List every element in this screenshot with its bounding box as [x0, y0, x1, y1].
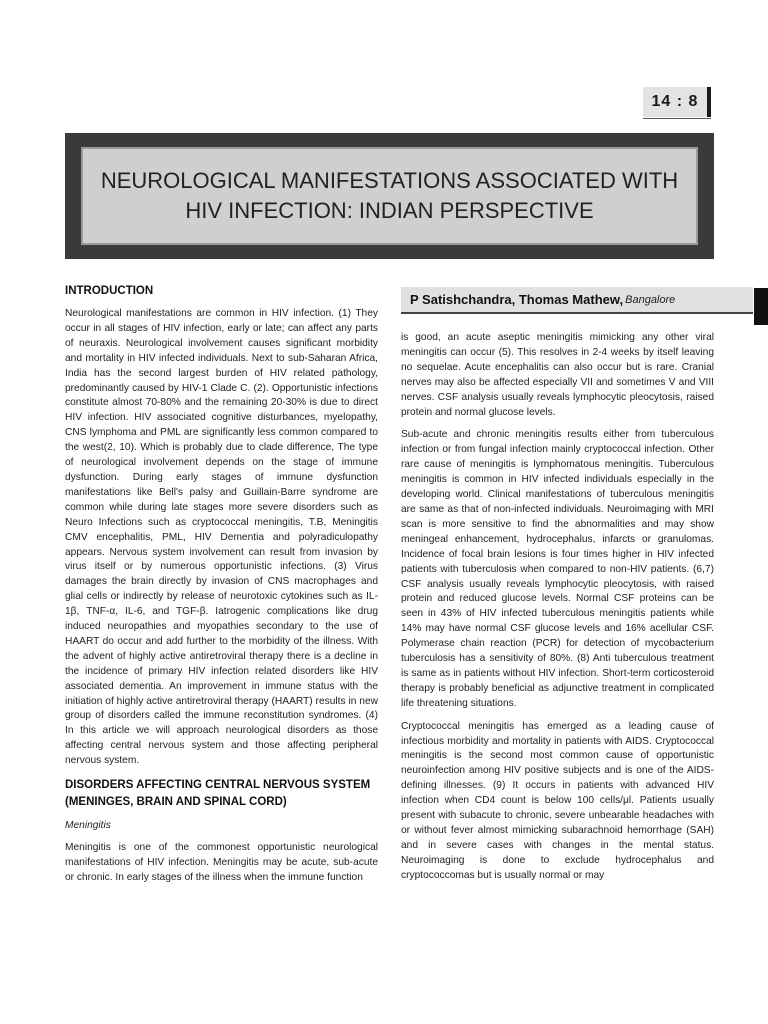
paragraph-tuberculous-meningitis: Sub-acute and chronic meningitis results either from tuberculous infection or from fungal infection mainly cryptococcal infection. Other rare cause of meningitis is lymphomatous meningitis. Tuberculous meningitis is common in HIV infected individuals especially in the developing world. Clinical manifestations of tuberculous meningitis are same as that of non-infected individuals. Neuroimaging with MRI scan is more sensitive to find the abnormalities and may show meningeal enhancement, hydrocephalus, infarcts or granulomas. Incidence of focal brain lesions is four times higher in HIV infected patients with tuberculosis when compared to non-HIV patients. (6,7) CSF analysis usually reveals lymphocytic pleocytosis, with raised protein and reduced glucose levels. Normal CSF proteins can be seen in 43% of HIV infected tuberculous meningitis patients while 14% may have normal CSF glucose levels and 16% acellular CSF. Polymerase chain reaction (PCR) for detection of mycobacterium tuberculosis has a sensitivity of 80%. (8) Anti tuberculous treatment is same as in patients without HIV infection. Short-term corticosteroid therapy is probably beneficial as adjunctive treatment in complicated life threatening situations. [401, 429, 714, 709]
meningitis-paragraph: Meningitis is one of the commonest opportunistic neurological manifestations of HIV infection. Meningitis may be acute, sub-acute or chronic. In early stages of the illness when the immune function [65, 842, 378, 883]
chapter-number: 14 : 8 [651, 93, 699, 110]
left-column [65, 283, 378, 894]
meningitis-subheading: Meningitis [65, 820, 111, 832]
paragraph-cryptococcal-meningitis: Cryptococcal meningitis has emerged as a leading cause of infectious morbidity and mortality in patients with AIDS. Cryptococcal meningitis is the second most common cause of opportunistic neuroinfection among HIV positive subjects and is one of the AIDS-defining illnesses. (9) It occurs in patients with advanced HIV infection when CD4 count is below 100 cells/μl. Patients usually present with subacute to chronic, severe unbearable headaches with or without fever almost mimicking subarachnoid hemorrhage (SAH) and in severe cases with changes in the mental status. Neuroimaging is done to exclude hydrocephalus and cryptococcomas but is usually normal or may [401, 720, 714, 881]
right-column [401, 331, 714, 892]
introduction-heading: INTRODUCTION [65, 285, 154, 297]
title-frame [65, 133, 714, 259]
author-location: Bangalore [625, 293, 676, 306]
paragraph-aseptic-meningitis: is good, an acute aseptic meningitis mimicking any other viral meningitis can occur (5). This resolves in 2-4 weeks by itself leaving no sequelae. Acute encephalitis can also occur but is rare. Cranial nerves may also be affected especially VII and sometimes V and VIII nerves. CSF analysis usually reveals lymphocytic pleocytosis, raised protein and normal glucose levels. [401, 332, 714, 418]
chapter-number-tab [643, 87, 711, 117]
chapter-tab-rule [643, 118, 711, 119]
page-edge-tab [754, 288, 768, 325]
title-panel [81, 147, 698, 245]
cns-disorders-heading: DISORDERS AFFECTING CENTRAL NERVOUS SYSTEM (MENINGES, BRAIN AND SPINAL CORD) [65, 779, 371, 809]
introduction-paragraph: Neurological manifestations are common in HIV infection. (1) They occur in all stages of HIV infection, early or late; can affect any parts of neuraxis. Neurological involvement causes significant morbidity and mortality in HIV infected individuals. Next to sub-Saharan Africa, India has the second largest burden of HIV related pathology, predominantly caused by HIV-1 Clade C. (2). Opportunistic infections constitute almost 70-80% and the remaining 20-30% is due to direct HIV infection. HIV associated cognitive disturbances, myelopathy, CNS lymphoma and PML are significantly less common compared to the west(2, 10). Which is probably due to clade difference, The type of neurological involvement depends on the stage of immune dysfunction. During early stages of immune dysfunction manifestations like Bell's palsy and Guillain-Barre syndrome are common while during late stages more severe disorders such as Neuro Infections such as cryptococcal meningitis, T.B, Meningitis CMV encephalitis, PML, HIV Dementia and polyradiculopathy appears. Nervous system involvement can result from invasion by virus itself or by numerous opportunistic infections. (3) Virus damages the brain directly by invasion of CNS macrophages and glial cells or indirectly by release of neurotoxic cytokines such as IL-1β, TNF-α, IL-6, and TGF-β. Iatrogenic complications like drug induced neuropathies and myopathies secondary to the use of HAART do occur and add further to the morbidity of the illness. With the advent of highly active antiretroviral therapy there is a decline in the incidence of primary HIV infection related disorders like HIV associated dementia. An improvement in immune status with the initiation of highly active antiretroviral therapy (HAART) results in new group of disorders called the immune reconstitution syndromes. (4) In this article we will approach neurological disorders as those affecting central nervous system and those affecting peripheral nervous system. [65, 308, 378, 767]
author-names: P Satishchandra, Thomas Mathew, [410, 292, 624, 307]
article-title: NEUROLOGICAL MANIFESTATIONS ASSOCIATED WITH HIV INFECTION: INDIAN PERSPECTIVE [100, 168, 679, 223]
author-band [401, 287, 753, 314]
